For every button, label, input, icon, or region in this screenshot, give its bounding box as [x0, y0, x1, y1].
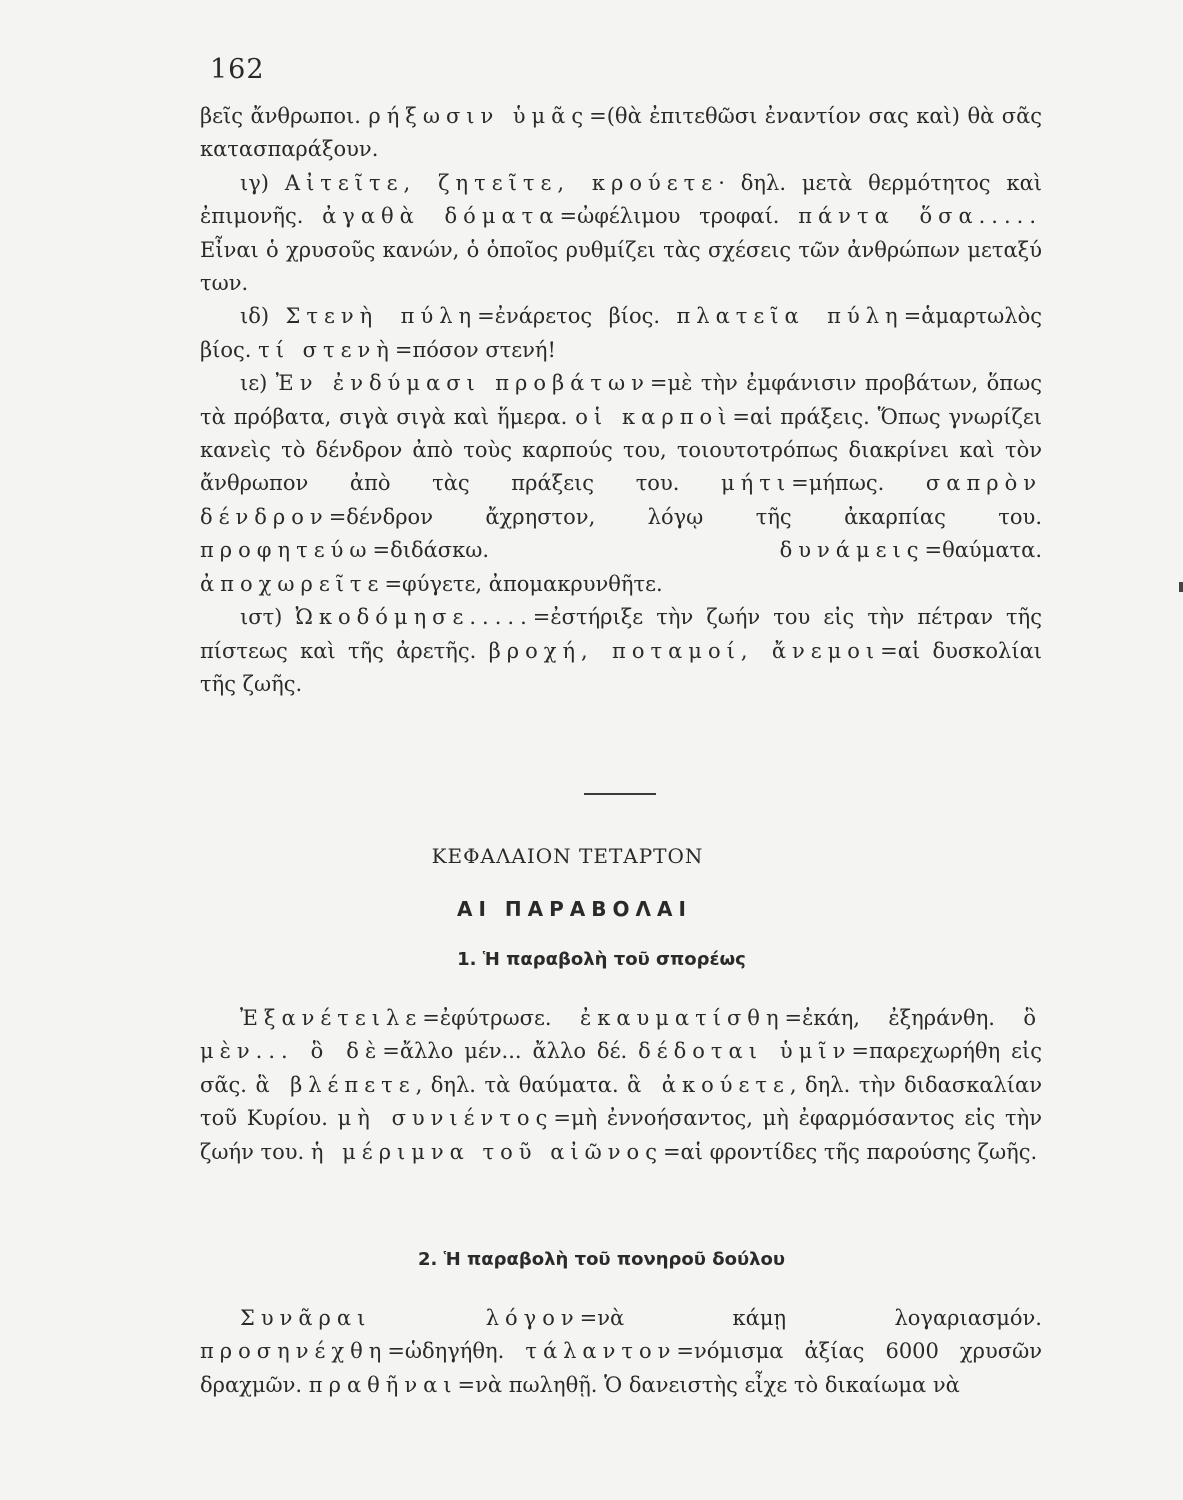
- spaced-term: προφητεύω: [200, 538, 373, 563]
- text-run: =αἱ φροντίδες τῆς παρούσης ζωῆς.: [662, 1139, 1038, 1164]
- spaced-term: σαπρὸν δένδρον: [200, 471, 1042, 529]
- spaced-term: Συνᾶραι λόγον: [240, 1306, 580, 1330]
- spaced-term: Στενὴ πύλη: [285, 304, 478, 329]
- spaced-term: Ἐν ἐνδύμασι προβάτων: [275, 371, 650, 396]
- paragraph-sower: [200, 1002, 1042, 1169]
- paragraph-servant: [200, 1302, 1042, 1402]
- chapter-heading: ΚΕΦΑΛΑΙΟΝ ΤΕΤΑΡΤΟΝ: [431, 844, 704, 868]
- spaced-term: προσηνέχθη: [200, 1339, 388, 1364]
- verse-marker: ιγ): [240, 170, 285, 195]
- verse-marker: ιστ): [240, 605, 296, 630]
- text-run: =θαύματα.: [924, 538, 1042, 563]
- text-run: =νὰ πωληθῇ. Ὁ δανειστὴς εἶχε τὸ δικαίωμα νὰ: [457, 1372, 960, 1397]
- text-run: =αἱ πράξεις. Ὅπως γνωρίζει κανεὶς τὸ δένδρον ἀπὸ τοὺς καρπούς του, τοιουτοτρόπως διακρίνει καὶ τὸν ἄνθρωπον ἀπὸ τὰς πράξεις του.: [200, 404, 1043, 496]
- spaced-term: ὃ μὲν... ὃ δὲ: [200, 1006, 1042, 1064]
- subsection-heading-sower: 1. Ἡ παραβολὴ τοῦ σπορέως: [457, 949, 746, 970]
- spaced-term: δέδοται ὑμῖν: [638, 1039, 852, 1064]
- text-run: Εἶναι ὁ χρυσοῦς κανών, ὁ ὁποῖος ρυθμίζει τὰς σχέσεις τῶν ἀνθρώπων μεταξύ των.: [200, 237, 1042, 296]
- subsection-heading-wicked-servant: 2. Ἡ παραβολὴ τοῦ πονηροῦ δούλου: [417, 1249, 786, 1270]
- text-run: =μὲ τὴν ἐμφάνισιν προβάτων, ὅπως τὰ πρόβατα, σιγὰ σιγὰ καὶ ἥμερα.: [200, 371, 1042, 429]
- text-run: =παρεχωρήθη εἰς σᾶς.: [200, 1039, 1042, 1097]
- text-run: =ἐστήριξε τὴν ζωήν του εἰς τὴν πέτραν τῆς πίστεως καὶ τῆς ἀρετῆς.: [200, 605, 1042, 663]
- spaced-term: πλατεῖα πύλη: [676, 304, 904, 329]
- paragraph-ie: [200, 367, 1042, 601]
- text-run: =πόσον στενή!: [394, 337, 556, 362]
- paragraph-id: [200, 300, 1042, 367]
- spaced-term: μὴ συνιέντος: [337, 1106, 554, 1131]
- verse-marker: ιε): [240, 371, 276, 396]
- servant-commentary: [200, 1302, 1042, 1402]
- commentary-block: [200, 100, 1042, 701]
- verse-marker: ιδ): [240, 304, 286, 329]
- text-run: =ὡδηγήθη.: [387, 1339, 526, 1364]
- spaced-term: Ἐξανέτειλε: [240, 1006, 423, 1030]
- text-run: =δένδρον ἄχρηστον, λόγῳ τῆς ἀκαρπίας του.: [328, 504, 1042, 529]
- spaced-term: ἀποχωρεῖτε: [200, 571, 385, 596]
- text-run: =αἱ δυσκολίαι τῆς ζωῆς.: [200, 638, 1042, 696]
- spaced-term: ἡ μέριμνα τοῦ αἰῶνος: [310, 1139, 663, 1164]
- text-run: · δηλ. μετὰ θερμότητος καὶ ἐπιμονῆς.: [200, 170, 1043, 229]
- spaced-term: πάντα ὅσα.....: [798, 204, 1042, 229]
- spaced-term: δυνάμεις: [779, 538, 925, 563]
- text-run: =ἁμαρτωλὸς βίος.: [200, 304, 1043, 362]
- text-run: =νόμισμα ἀξίας 6000 χρυσῶν δραχμῶν.: [200, 1339, 1042, 1397]
- paragraph-ist: [200, 601, 1042, 701]
- spaced-term: μήτι: [721, 471, 792, 496]
- text-run: , δηλ. τὴν διδασκαλίαν τοῦ Κυρίου.: [200, 1072, 1042, 1131]
- spaced-term: πραθῆναι: [308, 1372, 458, 1397]
- text-run: =φύγετε, ἀπομακρυνθῆτε.: [384, 571, 663, 596]
- section-title: ΑΙ ΠΑΡΑΒΟΛΑΙ: [457, 897, 692, 921]
- text-run: =ἐφύτρωσε.: [422, 1006, 580, 1030]
- page-number: 162: [210, 54, 265, 85]
- spaced-term: Αἰτεῖτε, ζητεῖτε, κρούετε: [284, 170, 719, 195]
- spaced-term: ἃ ἀκούετε: [627, 1072, 790, 1097]
- spaced-term: ἃ βλέπετε: [255, 1072, 416, 1097]
- text-run: =ὠφέλιμου τροφαί.: [559, 204, 799, 229]
- spaced-term: ἐκαυματίσθη: [579, 1006, 785, 1030]
- text-run: =μὴ ἐννοήσαντος, μὴ ἐφαρμόσαντος εἰς τὴν ζωήν του.: [200, 1106, 1042, 1164]
- sower-commentary: [200, 1002, 1042, 1169]
- spaced-term: Ὠκοδόμησε.....: [295, 605, 533, 630]
- text-run: βεῖς ἄνθρωποι.: [200, 104, 369, 128]
- text-run: =ἐκάη, ἐξηράνθη.: [784, 1006, 1024, 1030]
- spaced-term: ἀγαθὰ δόματα: [322, 204, 560, 229]
- paragraph-ig: [200, 167, 1042, 301]
- text-run: =ἐνάρετος βίος.: [477, 304, 677, 329]
- text-run: =(θὰ ἐπιτεθῶσι ἐναντίον σας καὶ) θὰ σᾶς κατασπαράξουν.: [200, 104, 1043, 162]
- text-run: =ἄλλο μέν... ἄλλο δέ.: [382, 1039, 639, 1064]
- text-run: =διδάσκω.: [372, 538, 780, 563]
- paragraph-continued: [200, 100, 1042, 167]
- text-run: =νὰ κάμῃ λογαριασμόν.: [579, 1306, 1042, 1330]
- page-edge-mark: [1179, 582, 1183, 592]
- text-run: =μήπως.: [791, 471, 926, 496]
- spaced-term: ρήξωσιν ὑμᾶς: [368, 104, 590, 128]
- spaced-term: τάλαντον: [525, 1339, 677, 1364]
- text-run: , δηλ. τὰ θαύματα.: [415, 1072, 628, 1097]
- spaced-term: οἱ καρποὶ: [575, 404, 733, 429]
- spaced-term: βροχή, ποταμοί, ἄνεμοι: [488, 638, 881, 663]
- spaced-term: τί στενὴ: [258, 337, 395, 362]
- section-divider: [584, 793, 656, 795]
